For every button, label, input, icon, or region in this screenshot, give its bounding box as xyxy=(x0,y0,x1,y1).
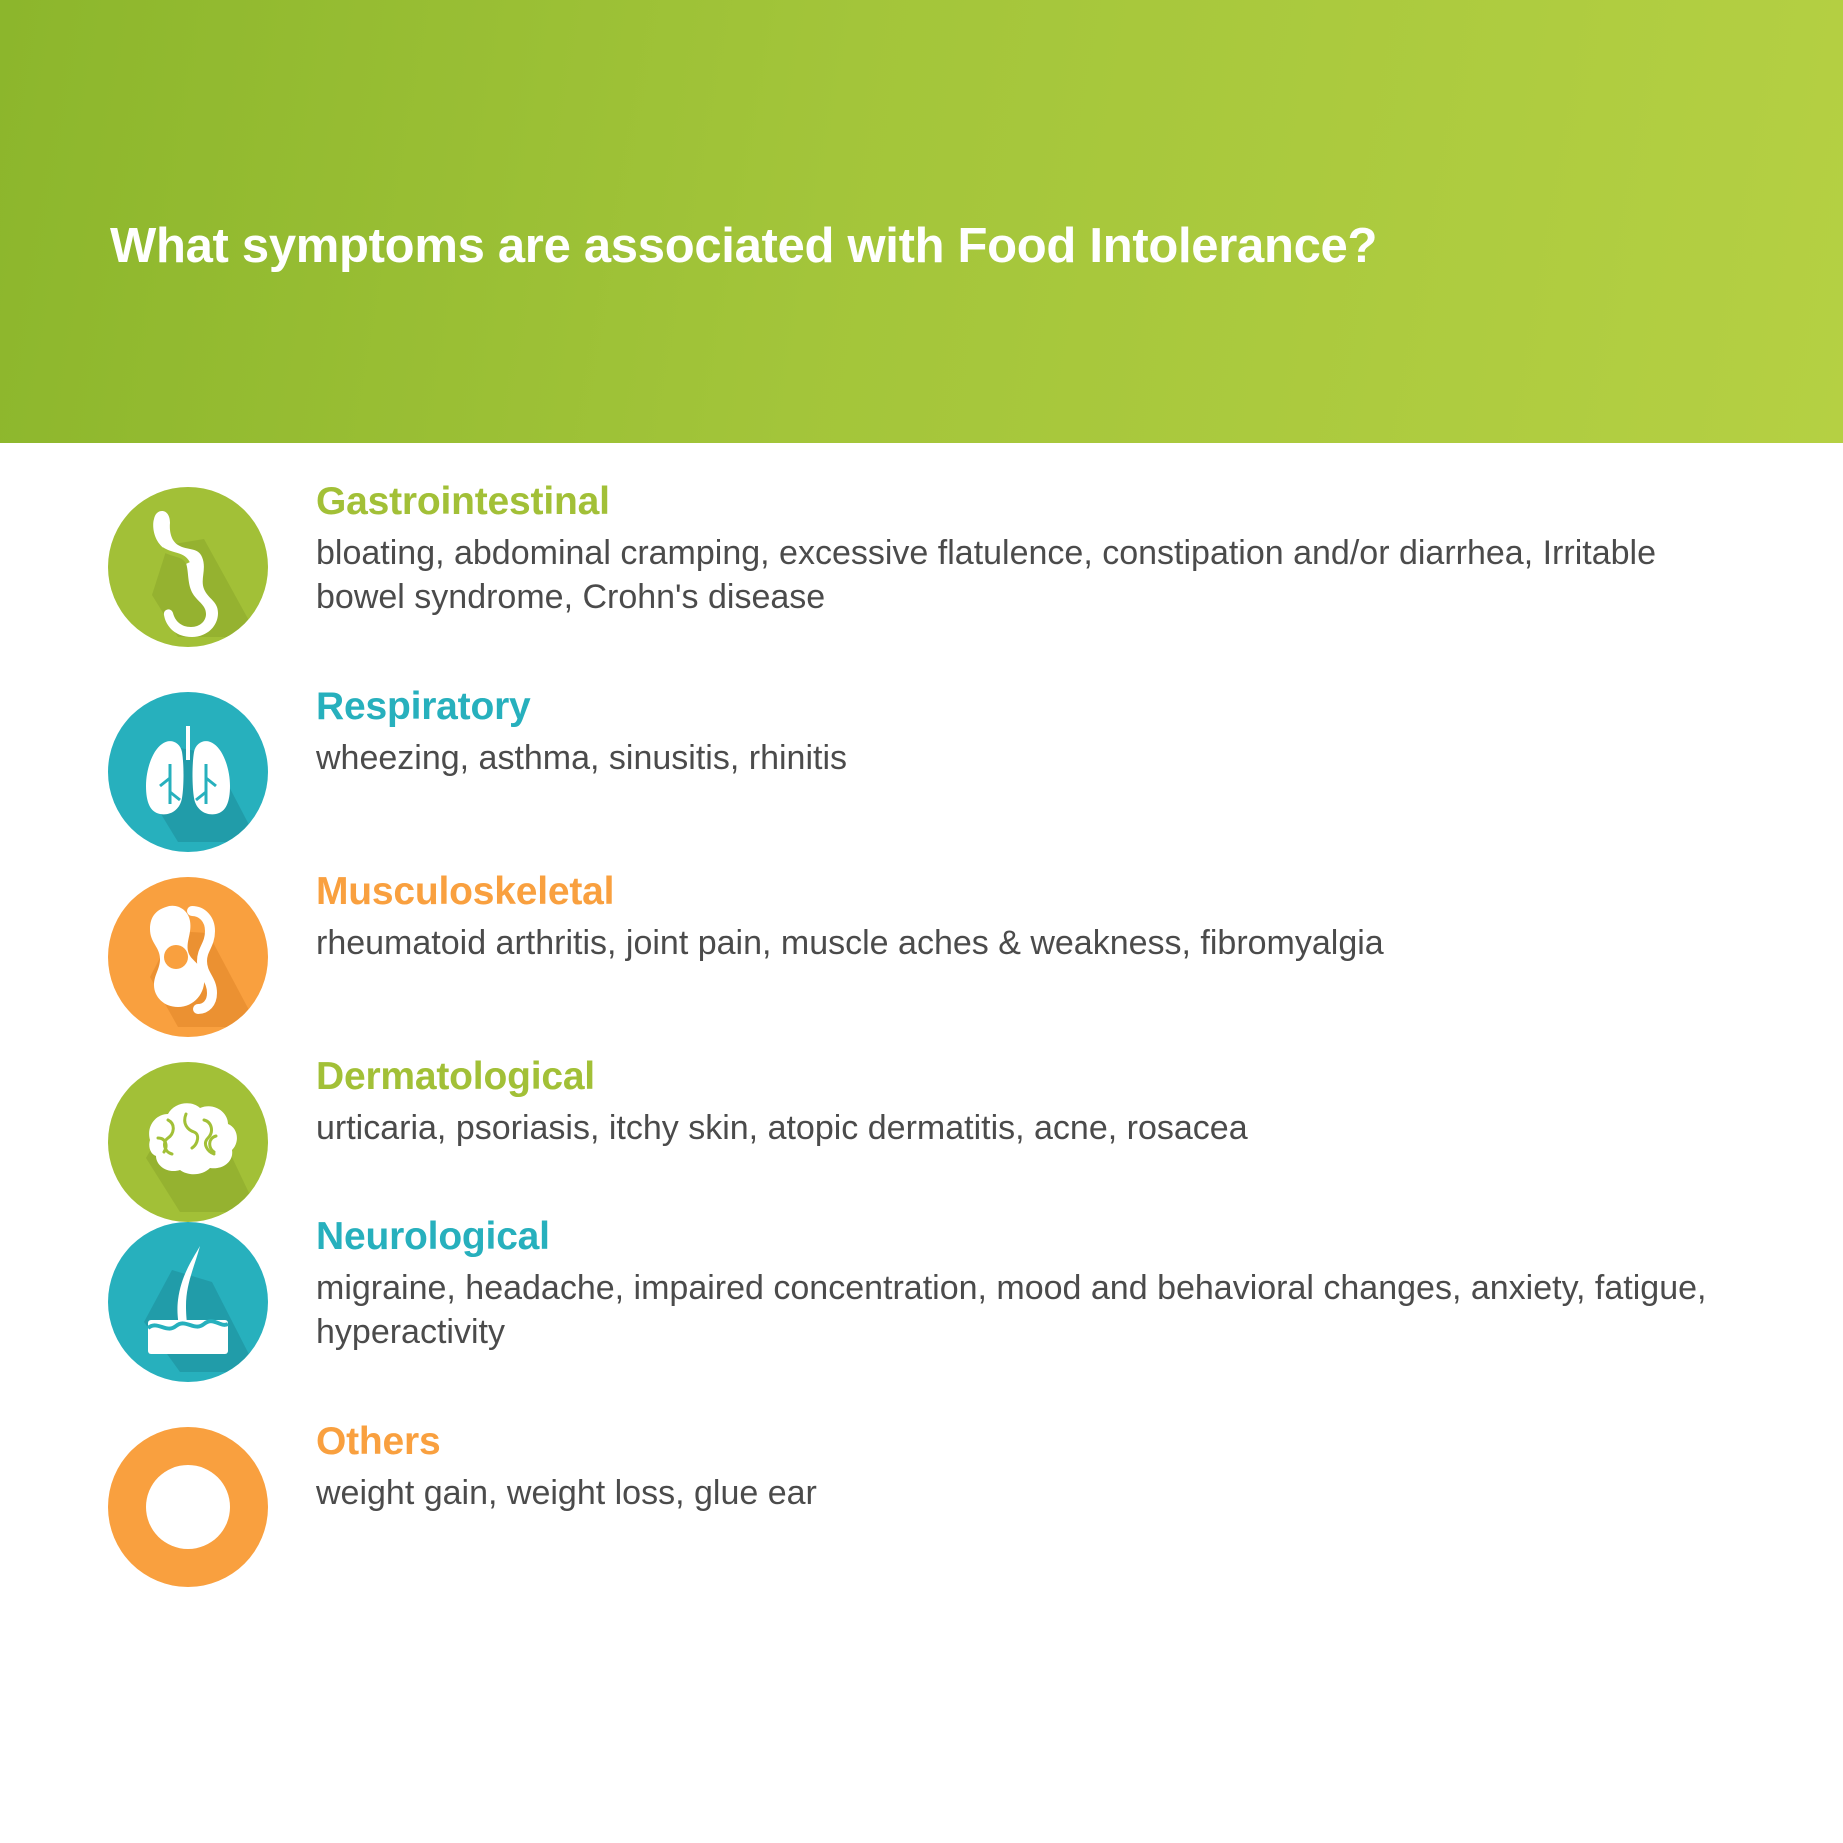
category-description: wheezing, asthma, sinusitis, rhinitis xyxy=(316,739,848,778)
page-title: What symptoms are associated with Food Intolerance? xyxy=(110,219,1378,273)
list-item xyxy=(0,1383,1843,1573)
category-title: Respiratory xyxy=(316,685,531,728)
category-title: Neurological xyxy=(316,1215,550,1258)
skin-hair-follicle-icon xyxy=(108,1222,268,1382)
text-block xyxy=(268,1383,817,1515)
symptom-list xyxy=(0,443,1843,1573)
icon-container xyxy=(108,692,268,852)
text-block xyxy=(268,1018,1248,1150)
category-description: migraine, headache, impaired concentration, mood and behavioral changes, anxiety, fatigue, hyperactivity xyxy=(316,1269,1707,1352)
icon-container xyxy=(108,487,268,647)
header-banner xyxy=(0,0,1843,443)
icon-container xyxy=(108,1222,268,1382)
category-title: Gastrointestinal xyxy=(316,480,610,523)
list-item xyxy=(0,833,1843,1018)
text-block xyxy=(268,833,1384,965)
text-block xyxy=(268,443,1746,619)
list-item xyxy=(0,443,1843,648)
list-item xyxy=(0,1018,1843,1178)
list-item xyxy=(0,1178,1843,1383)
category-title: Musculoskeletal xyxy=(316,870,615,913)
category-description: rheumatoid arthritis, joint pain, muscle aches & weakness, fibromyalgia xyxy=(316,924,1384,963)
category-description: weight gain, weight loss, glue ear xyxy=(316,1474,817,1513)
list-item xyxy=(0,648,1843,833)
text-block xyxy=(268,648,847,780)
category-description: bloating, abdominal cramping, excessive flatulence, constipation and/or diarrhea, Irritable bowel syndrome, Crohn's disease xyxy=(316,534,1656,617)
category-title: Others xyxy=(316,1420,441,1463)
icon-container xyxy=(108,1427,268,1587)
category-title: Dermatological xyxy=(316,1055,595,1098)
lungs-icon xyxy=(108,692,268,852)
ring-icon xyxy=(108,1427,268,1587)
text-block xyxy=(268,1178,1746,1354)
joint-icon xyxy=(108,877,268,1037)
stomach-icon xyxy=(108,487,268,647)
category-description: urticaria, psoriasis, itchy skin, atopic dermatitis, acne, rosacea xyxy=(316,1109,1248,1148)
icon-container xyxy=(108,877,268,1037)
